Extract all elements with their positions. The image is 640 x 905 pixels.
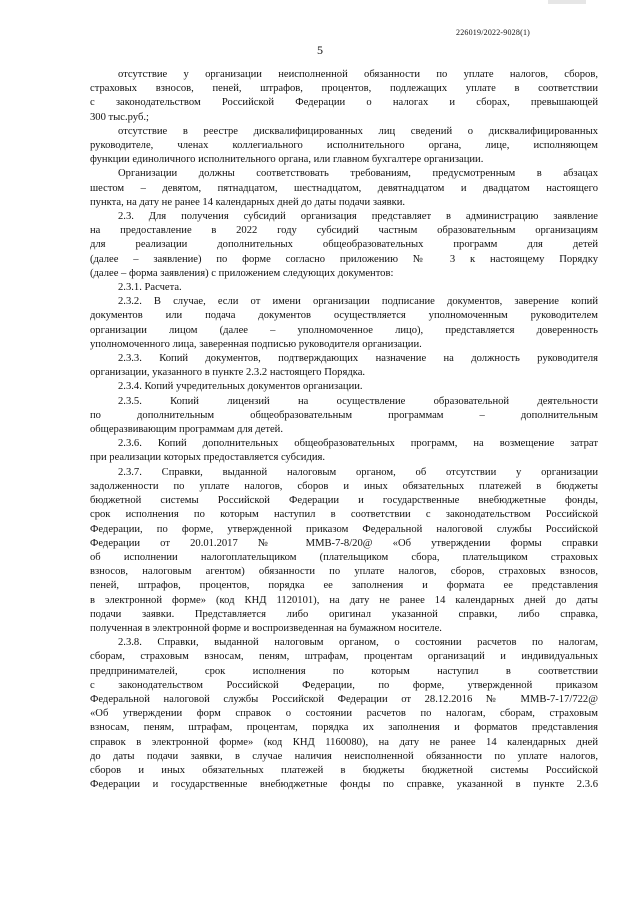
paragraph-line: справок в электронной форме» (код КНД 1160080), на дату не ранее 14 календарных дней (90, 736, 598, 748)
scan-artifact (548, 0, 586, 4)
paragraph-line: Организации должны соответствовать требованиям, предусмотренным в абзацах (118, 168, 598, 180)
paragraph-line: 300 тыс.руб.; (90, 111, 149, 123)
paragraph-line: (далее – заявление) по форме согласно приложению № 3 к настоящему Порядку (90, 253, 598, 265)
paragraph-line: с законодательством Российской Федерации о налогах и сборах, превышающей (90, 97, 598, 109)
paragraph-line: до даты подачи заявки, в случае наличия неисполненной обязанности по уплате налогов, (90, 750, 598, 762)
paragraph-line: 2.3.4. Копий учредительных документов организации. (118, 381, 363, 393)
paragraph-line: пеней, штрафов, процентов, порядка ее заполнения и формата ее представления (90, 580, 598, 592)
paragraph-line: подачи заявки. Представляется либо оригинал указанной справки, либо справка, (90, 608, 598, 620)
paragraph-line: сборов и иных обязательных платежей в бюджеты бюджетной системы Российской (90, 764, 598, 776)
paragraph-line: 2.3. Для получения субсидий организация представляет в администрацию заявление (118, 211, 598, 223)
paragraph-line: полученная в электронной форме и воспроизведенная на бумажном носителе. (90, 622, 442, 634)
paragraph-line: предпринимателей, срок исполнения по которым наступил в соответствии (90, 665, 598, 677)
paragraph (90, 466, 598, 636)
paragraph-line: 2.3.1. Расчета. (118, 282, 182, 294)
paragraph-line: шестом – девятом, пятнадцатом, шестнадцатом, девятнадцатом и двадцатом настоящего (90, 182, 598, 194)
paragraph (90, 395, 598, 438)
paragraph-line: 2.3.3. Копий документов, подтверждающих назначение на должность руководителя (118, 353, 598, 365)
paragraph-line: Федерации, по форме, утвержденной приказом Федеральной налоговой службы Российской (90, 523, 598, 535)
page-number: 5 (317, 43, 323, 57)
paragraph-line: «Об утверждении форм справок о состоянии расчетов по налогам, сборам, страховым (90, 708, 598, 720)
paragraph-line: отсутствие у организации неисполненной обязанности по уплате налогов, сборов, (118, 69, 598, 80)
paragraph-line: Федерации и государственные внебюджетные фонды по справке, указанной в пункте 2.3.6 (90, 779, 598, 791)
paragraph-line: общеразвивающим программам для детей. (90, 424, 283, 436)
paragraph-line: с законодательством Российской Федерации, по форме, утвержденной приказом (90, 679, 598, 691)
paragraph (90, 437, 598, 465)
paragraph (90, 167, 598, 210)
paragraph-line: задолженности по уплате налогов, сборов и иных обязательных платежей в бюджеты (90, 480, 598, 492)
document-body (90, 68, 598, 792)
paragraph-line: функции единоличного исполнительного органа, или главном бухгалтере организации. (90, 154, 484, 166)
document-number: 226019/2022-9028(1) (456, 28, 531, 37)
paragraph (90, 380, 598, 394)
paragraph-line: уполномоченного лица, заверенная подписью руководителя организации. (90, 338, 422, 350)
paragraph-line: 2.3.7. Справки, выданной налоговым органом, об отсутствии у организации (118, 466, 598, 478)
paragraph (90, 636, 598, 792)
paragraph-line: взносов, налоговым агентом) обязанности по уплате налогов, сборов, страховых взносов, (90, 566, 598, 578)
paragraph-line: руководителе, членах коллегиального исполнительного органа, лице, исполняющем (90, 140, 598, 152)
paragraph-line: организации лицом (далее – уполномоченное лицо), представляется доверенность (90, 324, 598, 336)
paragraph-line: при реализации которых предоставляется субсидия. (90, 452, 326, 464)
paragraph-line: организации, указанного в пункте 2.3.2 настоящего Порядка. (90, 367, 366, 379)
paragraph-line: на предоставление в 2022 году субсидий частным образовательным организациям (90, 225, 598, 237)
paragraph (90, 295, 598, 352)
paragraph (90, 352, 598, 380)
paragraph-line: по дополнительным общеобразовательным программам – дополнительным (90, 409, 598, 421)
paragraph-line: 2.3.8. Справки, выданной налоговым органом, о состоянии расчетов по налогам, (118, 637, 598, 649)
paragraph (90, 281, 598, 295)
paragraph-line: 2.3.5. Копий лицензий на осуществление образовательной деятельности (118, 395, 598, 407)
paragraph-line: Федеральной налоговой службы Российской Федерации от 28.12.2016 № ММВ-7-17/722@ (90, 693, 598, 705)
paragraph-line: сборам, страховым взносам, пеням, штрафам, процентам организаций и индивидуальных (90, 651, 598, 663)
paragraph-line: пункта, на дату не ранее 14 календарных дней до даты подачи заявки. (90, 196, 406, 208)
paragraph (90, 210, 598, 281)
paragraph-line: (далее – форма заявления) с приложением следующих документов: (90, 267, 394, 279)
paragraph-line: взносам, пеням, штрафам, процентам, порядка их заполнения и форматов представления (90, 722, 598, 734)
paragraph-line: 2.3.6. Копий дополнительных общеобразовательных программ, на возмещение затрат (118, 438, 598, 450)
paragraph-line: документов или подача документов осуществляется уполномоченным руководителем (90, 310, 598, 322)
paragraph (90, 125, 598, 168)
paragraph-line: Федерации от 20.01.2017 № ММВ-7-8/20@ «Об утверждении формы справки (90, 537, 598, 549)
paragraph-line: бюджетной системы Российской Федерации и государственные внебюджетные фонды, (90, 495, 598, 507)
paragraph-line: об исполнении налогоплательщиком (плательщиком сбора, плательщиком страховых (90, 551, 598, 563)
paragraph-line: срок исполнения по которым наступил в соответствии с законодательством Российской (90, 509, 598, 521)
paragraph-line: 2.3.2. В случае, если от имени организации подписание документов, заверение копий (118, 296, 598, 308)
paragraph-line: страховых взносов, пеней, штрафов, процентов, подлежащих уплате в соответствии (90, 83, 598, 95)
paragraph-line: для реализации дополнительных общеобразовательных программ для детей (90, 239, 598, 251)
paragraph-line: отсутствие в реестре дисквалифицированных лиц сведений о дисквалифицированных (118, 125, 598, 137)
paragraph-line: в электронной форме» (код КНД 1120101), на дату не ранее 14 календарных дней до даты (90, 594, 598, 606)
paragraph (90, 68, 598, 125)
